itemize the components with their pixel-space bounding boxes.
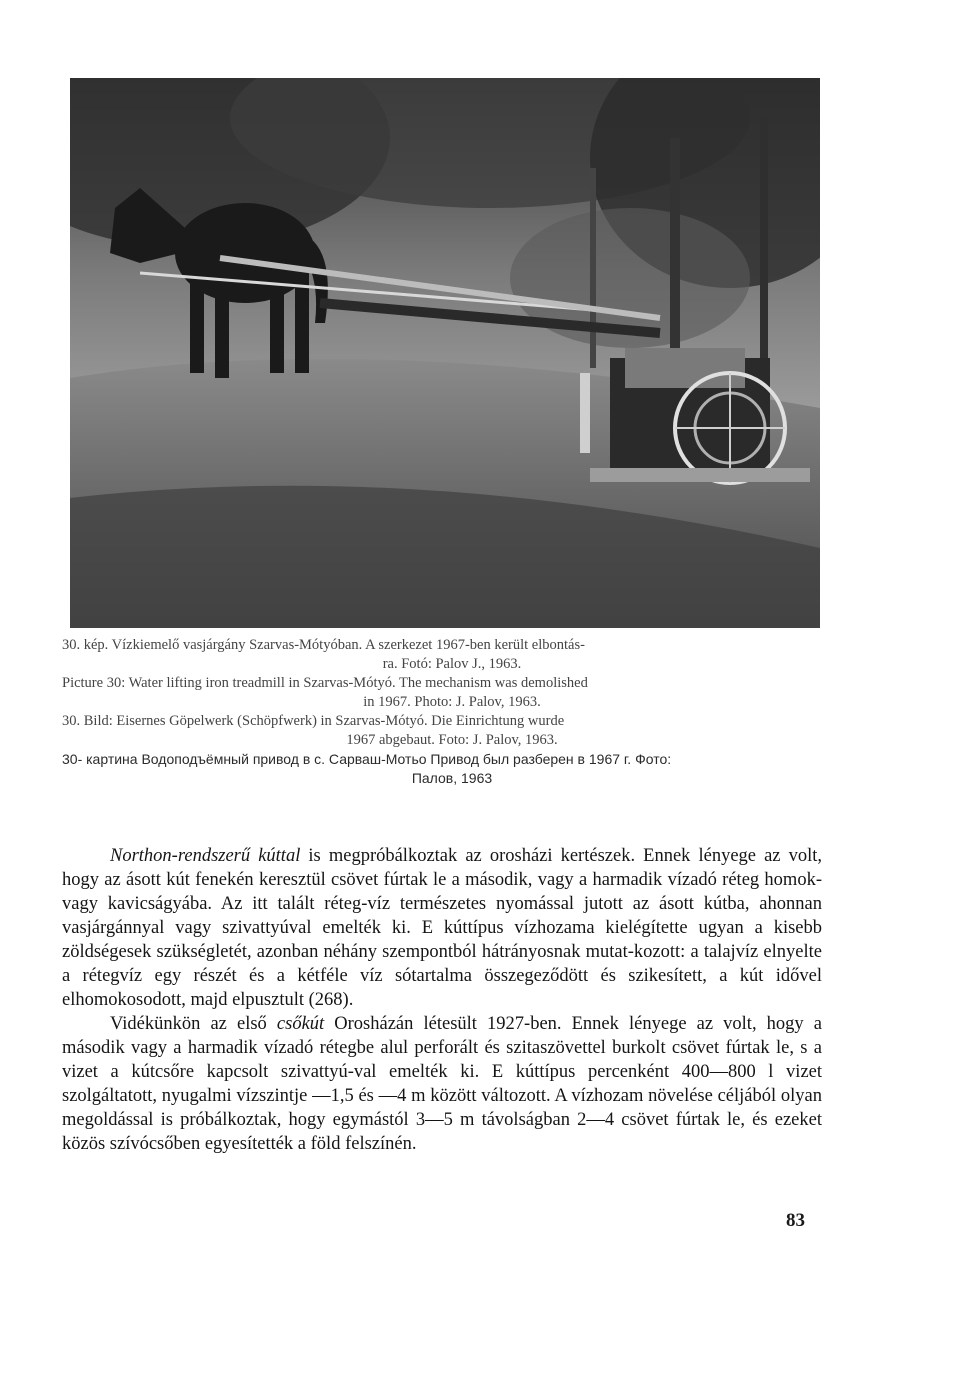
caption-en-line2: in 1967. Photo: J. Palov, 1963. [363, 693, 541, 710]
body-text [62, 844, 822, 1156]
term-csokut: csőkút [276, 1014, 325, 1034]
paragraph-csokut [62, 1012, 822, 1156]
paragraph-northon [62, 844, 822, 1012]
caption-russian [62, 750, 842, 787]
caption-ru-line2: Палов, 1963 [411, 769, 493, 786]
caption-hungarian [62, 636, 842, 673]
photo-captions [62, 636, 842, 788]
caption-en-line1: Picture 30: Water lifting iron treadmill in Szarvas-Mótyó. The mechanism was demolished [62, 675, 588, 691]
paragraph-csokut-text: Orosházán létesült 1927-ben. Ennek lényege az volt, hogy a második vagy a harmadik vízadó rétegbe alul perforált és szitaszövettel burkolt csövet fúrtak le, s a vizet a kútcsőre kapcsolt szivattyú-val emelték ki. E kúttípus percenként 400—800 l vizet szolgáltatott, nyugalmi vízszintje —1,5 és —4 m között változott. A vízhozam növelése céljából olyan megoldással is próbálkoztak, hogy egymástól 3—5 m távolságban 2—4 csövet fúrtak le, és ezeket közös szívócsőben egyesítették a föld felszínén. [62, 1014, 823, 1154]
caption-english [62, 674, 842, 711]
caption-de-line2: 1967 abgebaut. Foto: J. Palov, 1963. [346, 731, 558, 748]
photo-illustration [70, 78, 820, 628]
caption-german [62, 712, 842, 749]
caption-de-line1: 30. Bild: Eisernes Göpelwerk (Schöpfwerk) in Szarvas-Mótyó. Die Einrichtung wurde [62, 713, 565, 729]
caption-hu-line1: 30. kép. Vízkiemelő vasjárgány Szarvas-Mótyóban. A szerkezet 1967-ben került elbontás- [62, 637, 585, 653]
photograph-horse-treadmill [70, 78, 820, 628]
term-northon: Northon-rendszerű kúttal [110, 846, 301, 866]
paragraph-northon-text: is megpróbálkoztak az orosházi kertészek. Ennek lényege az volt, hogy az ásott kút fenekén keresztül csövet fúrtak le a második, vagy a harmadik vízadó réteg homok- vagy kavicságyába. Az itt talált réteg-víz természetes nyomással jutott az ásott kútba, ahonnan vasjárgánnyal vagy szivattyúval emelték ki. E kúttípus vízhozama kielégítette ugyan a kisebb zöldségesek szükségletét, azonban néhány szempontból hátrányosnak mutat-kozott: a talajvíz elnyelte a rétegvíz egy részét és a kétféle víz sótartalma összegeződött és szikesített, a kút idővel elhomokosodott, majd elpusztult (268). [62, 846, 822, 1010]
page-number: 83 [786, 1210, 805, 1231]
caption-hu-line2: ra. Fotó: Palov J., 1963. [382, 655, 522, 672]
caption-ru-line1: 30- картина Водоподъёмный привод в с. Сарваш-Мотьо Привод был разберен в 1967 г. Фото: [62, 751, 672, 767]
paragraph-csokut-start: Vidékünkön az első [110, 1014, 277, 1034]
